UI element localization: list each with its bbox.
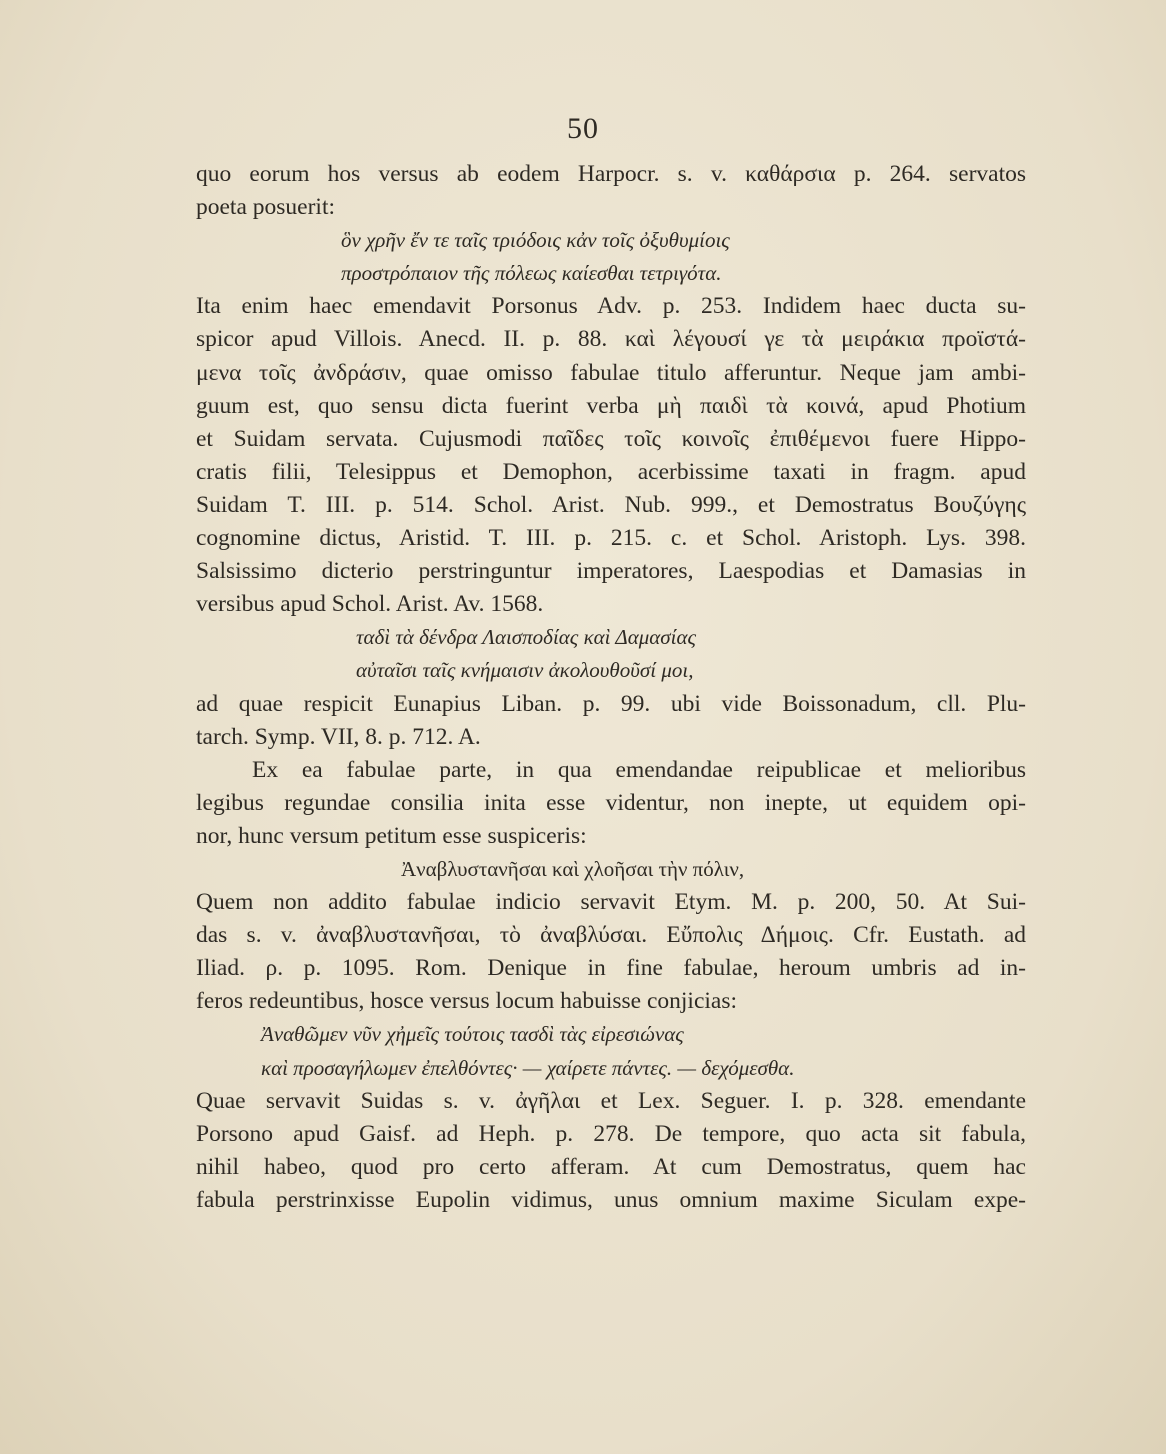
text-line: Iliad. ρ. p. 1095. Rom. Denique in fine fabulae, heroum umbris ad in- — [196, 955, 1026, 982]
text-line: das s. v. ἀναβλυστανῆσαι, τὸ ἀναβλύσαι. Εὔπολις Δήμοις. Cfr. Eustath. ad — [196, 922, 1026, 949]
text-line: μενα τοῖς ἀνδράσιν, quae omisso fabulae titulo afferuntur. Neque jam ambi- — [196, 359, 1026, 386]
text-line: fabula perstrinxisse Eupolin vidimus, unus omnium maxime Siculam expe- — [196, 1186, 1026, 1213]
verse-line: αὐταῖσι ταῖς κνήμαισιν ἀκολουθοῦσί μοι, — [356, 658, 694, 683]
text-line: spicor apud Villois. Anecd. II. p. 88. καὶ λέγουσί γε τὰ μειράκια προϊστά- — [196, 326, 1026, 353]
text-line: cognomine dictus, Aristid. T. III. p. 215. c. et Schol. Aristoph. Lys. 398. — [196, 525, 1026, 552]
page-number: 50 — [567, 112, 599, 145]
text-line: Porsono apud Gaisf. ad Heph. p. 278. De tempore, quo acta sit fabula, — [196, 1120, 1026, 1147]
text-line: Salsissimo dicterio perstringuntur imperatores, Laespodias et Damasias in — [196, 558, 1026, 585]
text-line: tarch. Symp. VII, 8. p. 712. A. — [196, 723, 481, 750]
text-line: quo eorum hos versus ab eodem Harpocr. s. v. καθάρσια p. 264. servatos — [196, 161, 1026, 187]
verse-line: προστρόπαιον τῆς πόλεως καίεσθαι τετριγότα. — [341, 261, 722, 286]
text-line: et Suidam servata. Cujusmodi παῖδες τοῖς κοινοῖς ἐπιθέμενοι fuere Hippo- — [196, 425, 1026, 452]
text-line: Ita enim haec emendavit Porsonus Adv. p. 253. Indidem haec ducta su- — [196, 293, 1026, 320]
verse-line: ταδὶ τὰ δένδρα Λαισποδίας καὶ Δαμασίας — [356, 625, 697, 650]
text-line: Ex ea fabulae parte, in qua emendandae reipublicae et melioribus — [252, 756, 1026, 783]
text-line: poeta posuerit: — [196, 194, 336, 221]
verse-line: Ἀναθῶμεν νῦν χἠμεῖς τούτοις τασδὶ τὰς εἰρεσιώνας — [261, 1022, 684, 1047]
verse-line: καὶ προσαγήλωμεν ἐπελθόντες· — χαίρετε πάντες. — δεχόμεσθα. — [261, 1055, 795, 1080]
text-line: ad quae respicit Eunapius Liban. p. 99. ubi vide Boissonadum, cll. Plu- — [196, 690, 1026, 717]
text-line: nihil habeo, quod pro certo afferam. At cum Demostratus, quem hac — [196, 1153, 1026, 1180]
verse-line: ὃν χρῆν ἔν τε ταῖς τριόδοις κἀν τοῖς ὀξυθυμίοις — [341, 228, 730, 253]
text-line: Suidam T. III. p. 514. Schol. Arist. Nub. 999., et Demostratus Βουζύγης — [196, 491, 1026, 518]
verse-line: Ἀναβλυστανῆσαι καὶ χλοῆσαι τὴν πόλιν, — [401, 856, 745, 881]
text-line: versibus apud Schol. Arist. Av. 1568. — [196, 591, 544, 618]
text-line: cratis filii, Telesippus et Demophon, acerbissime taxati in fragm. apud — [196, 458, 1026, 485]
text-line: feros redeuntibus, hosce versus locum habuisse conjicias: — [196, 988, 738, 1015]
text-line: nor, hunc versum petitum esse suspiceris: — [196, 822, 587, 849]
text-line: Quem non addito fabulae indicio servavit Etym. M. p. 200, 50. At Sui- — [196, 889, 1026, 916]
text-line: Quae servavit Suidas s. v. ἀγῆλαι et Lex. Seguer. I. p. 328. emendante — [196, 1087, 1026, 1114]
body-text — [196, 158, 1026, 1217]
text-line: legibus regundae consilia inita esse videntur, non inepte, ut equidem opi- — [196, 789, 1026, 816]
text-line: guum est, quo sensu dicta fuerint verba μὴ παιδὶ τὰ κοινά, apud Photium — [196, 392, 1026, 419]
